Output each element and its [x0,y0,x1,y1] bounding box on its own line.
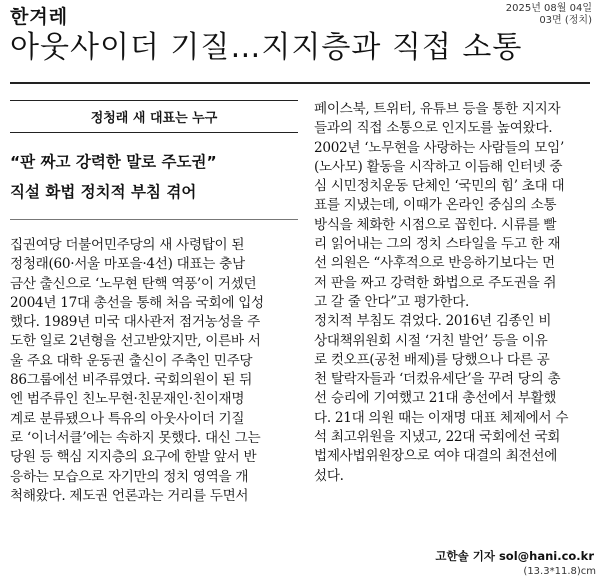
subheadline-quote: “판 짜고 강력한 말로 주도권” [10,153,217,171]
dateline [506,3,592,27]
newspaper-logo: 한겨레 [10,6,69,28]
body-line: 고 갈 줄 안다”고 평가한다. [314,293,470,310]
body-line: 천 탈락자들과 ‘더컸유세단’을 꾸려 당의 총 [314,371,561,388]
body-line: 당원 등 핵심 지지층의 요구에 한발 앞서 반 [10,449,257,466]
body-line: 로 컷오프(공천 배제)를 당했으나 다른 공 [314,351,550,368]
subhead-rule [10,219,298,220]
body-line: 섰다. [314,467,344,484]
reporter-byline: 고한솔 기자 sol@hani.co.kr [435,549,594,563]
headline-rule [10,82,590,84]
body-line: 도한 일로 2년형을 선고받았지만, 이른바 서 [10,333,261,350]
body-line: 방식을 체화한 시점으로 꼽힌다. 시류를 빨 [314,216,557,233]
article-kicker: 정청래 새 대표는 누구 [10,100,298,133]
body-line: 했다. 1989년 미국 대사관저 점거농성을 주 [10,314,260,331]
body-line: 계로 분류됐으나 특유의 아웃사이더 기질 [10,410,245,427]
body-line: 집권여당 더불어민주당의 새 사령탑이 된 [10,237,245,253]
article-body-left [10,236,264,506]
page-section: 03면 (정치) [539,15,592,26]
body-line: 상대책위원회 시절 ‘거친 발언’ 등을 이유 [314,332,548,349]
body-line: 울 주요 대학 운동권 출신이 주축인 민주당 [10,352,253,369]
publication-date: 2025년 08월 04일 [505,3,592,14]
body-line: (노사모) 활동을 시작하고 이듬해 인터넷 중 [314,158,563,175]
body-line: 정청래(60·서울 마포을·4선) 대표는 충남 [10,256,245,273]
body-line: 선 승리에 기여했고 21대 총선에서 부활했 [314,390,557,407]
body-line: 저 판을 짜고 강력한 화법으로 주도권을 쥐 [314,274,557,291]
body-line: 법제사법위원장으로 여야 대결의 최전선에 [314,448,558,465]
body-line: 2004년 17대 총선을 통해 처음 국회에 입성 [10,294,264,311]
body-line: 로 ‘이너서클’에는 속하지 못했다. 대신 그는 [10,429,261,446]
body-line: 페이스북, 트위터, 유튜브 등을 통한 지지자 [314,101,561,117]
body-line: 다. 21대 의원 때는 이재명 대표 체제에서 수 [314,409,569,426]
body-line: 척해왔다. 제도권 언론과는 거리를 두면서 [10,487,249,504]
subheadline-secondary: 직설 화법 정치적 부침 겪어 [10,183,197,201]
body-line: 심 시민정치운동 단체인 ‘국민의 힘’ 초대 대 [314,178,565,195]
body-line: 정치적 부침도 겪었다. 2016년 김종인 비 [314,313,552,330]
body-line: 리 읽어내는 그의 정치 스타일을 두고 한 재 [314,236,561,253]
body-line: 선 의원은 “사후적으로 반응하기보다는 먼 [314,255,555,272]
body-line: 엔 범주류인 친노무현·친문재인·친이재명 [10,391,245,408]
body-line: 86그룹에선 비주류였다. 국회의원이 된 뒤 [10,372,253,389]
body-line: 응하는 모습으로 자기만의 정치 영역을 개 [10,468,249,485]
body-line: 금산 출신으로 ‘노무현 탄핵 역풍’이 거셌던 [10,275,257,292]
article-headline: 아웃사이더 기질…지지층과 직접 소통 [10,30,523,65]
article-body-right [314,100,568,486]
left-column-header [10,100,298,220]
body-line: 2002년 ‘노무현을 사랑하는 사람들의 모임’ [314,139,564,156]
body-line: 표를 지냈는데, 이때가 온라인 중심의 소통 [314,197,557,214]
clipping-size-note: (13.3*11.8)cm [523,566,596,577]
body-line: 석 최고위원을 지냈고, 22대 국회에선 국회 [314,429,561,446]
masthead [6,2,594,28]
body-line: 들과의 직접 소통으로 인지도를 높여왔다. [314,120,553,137]
